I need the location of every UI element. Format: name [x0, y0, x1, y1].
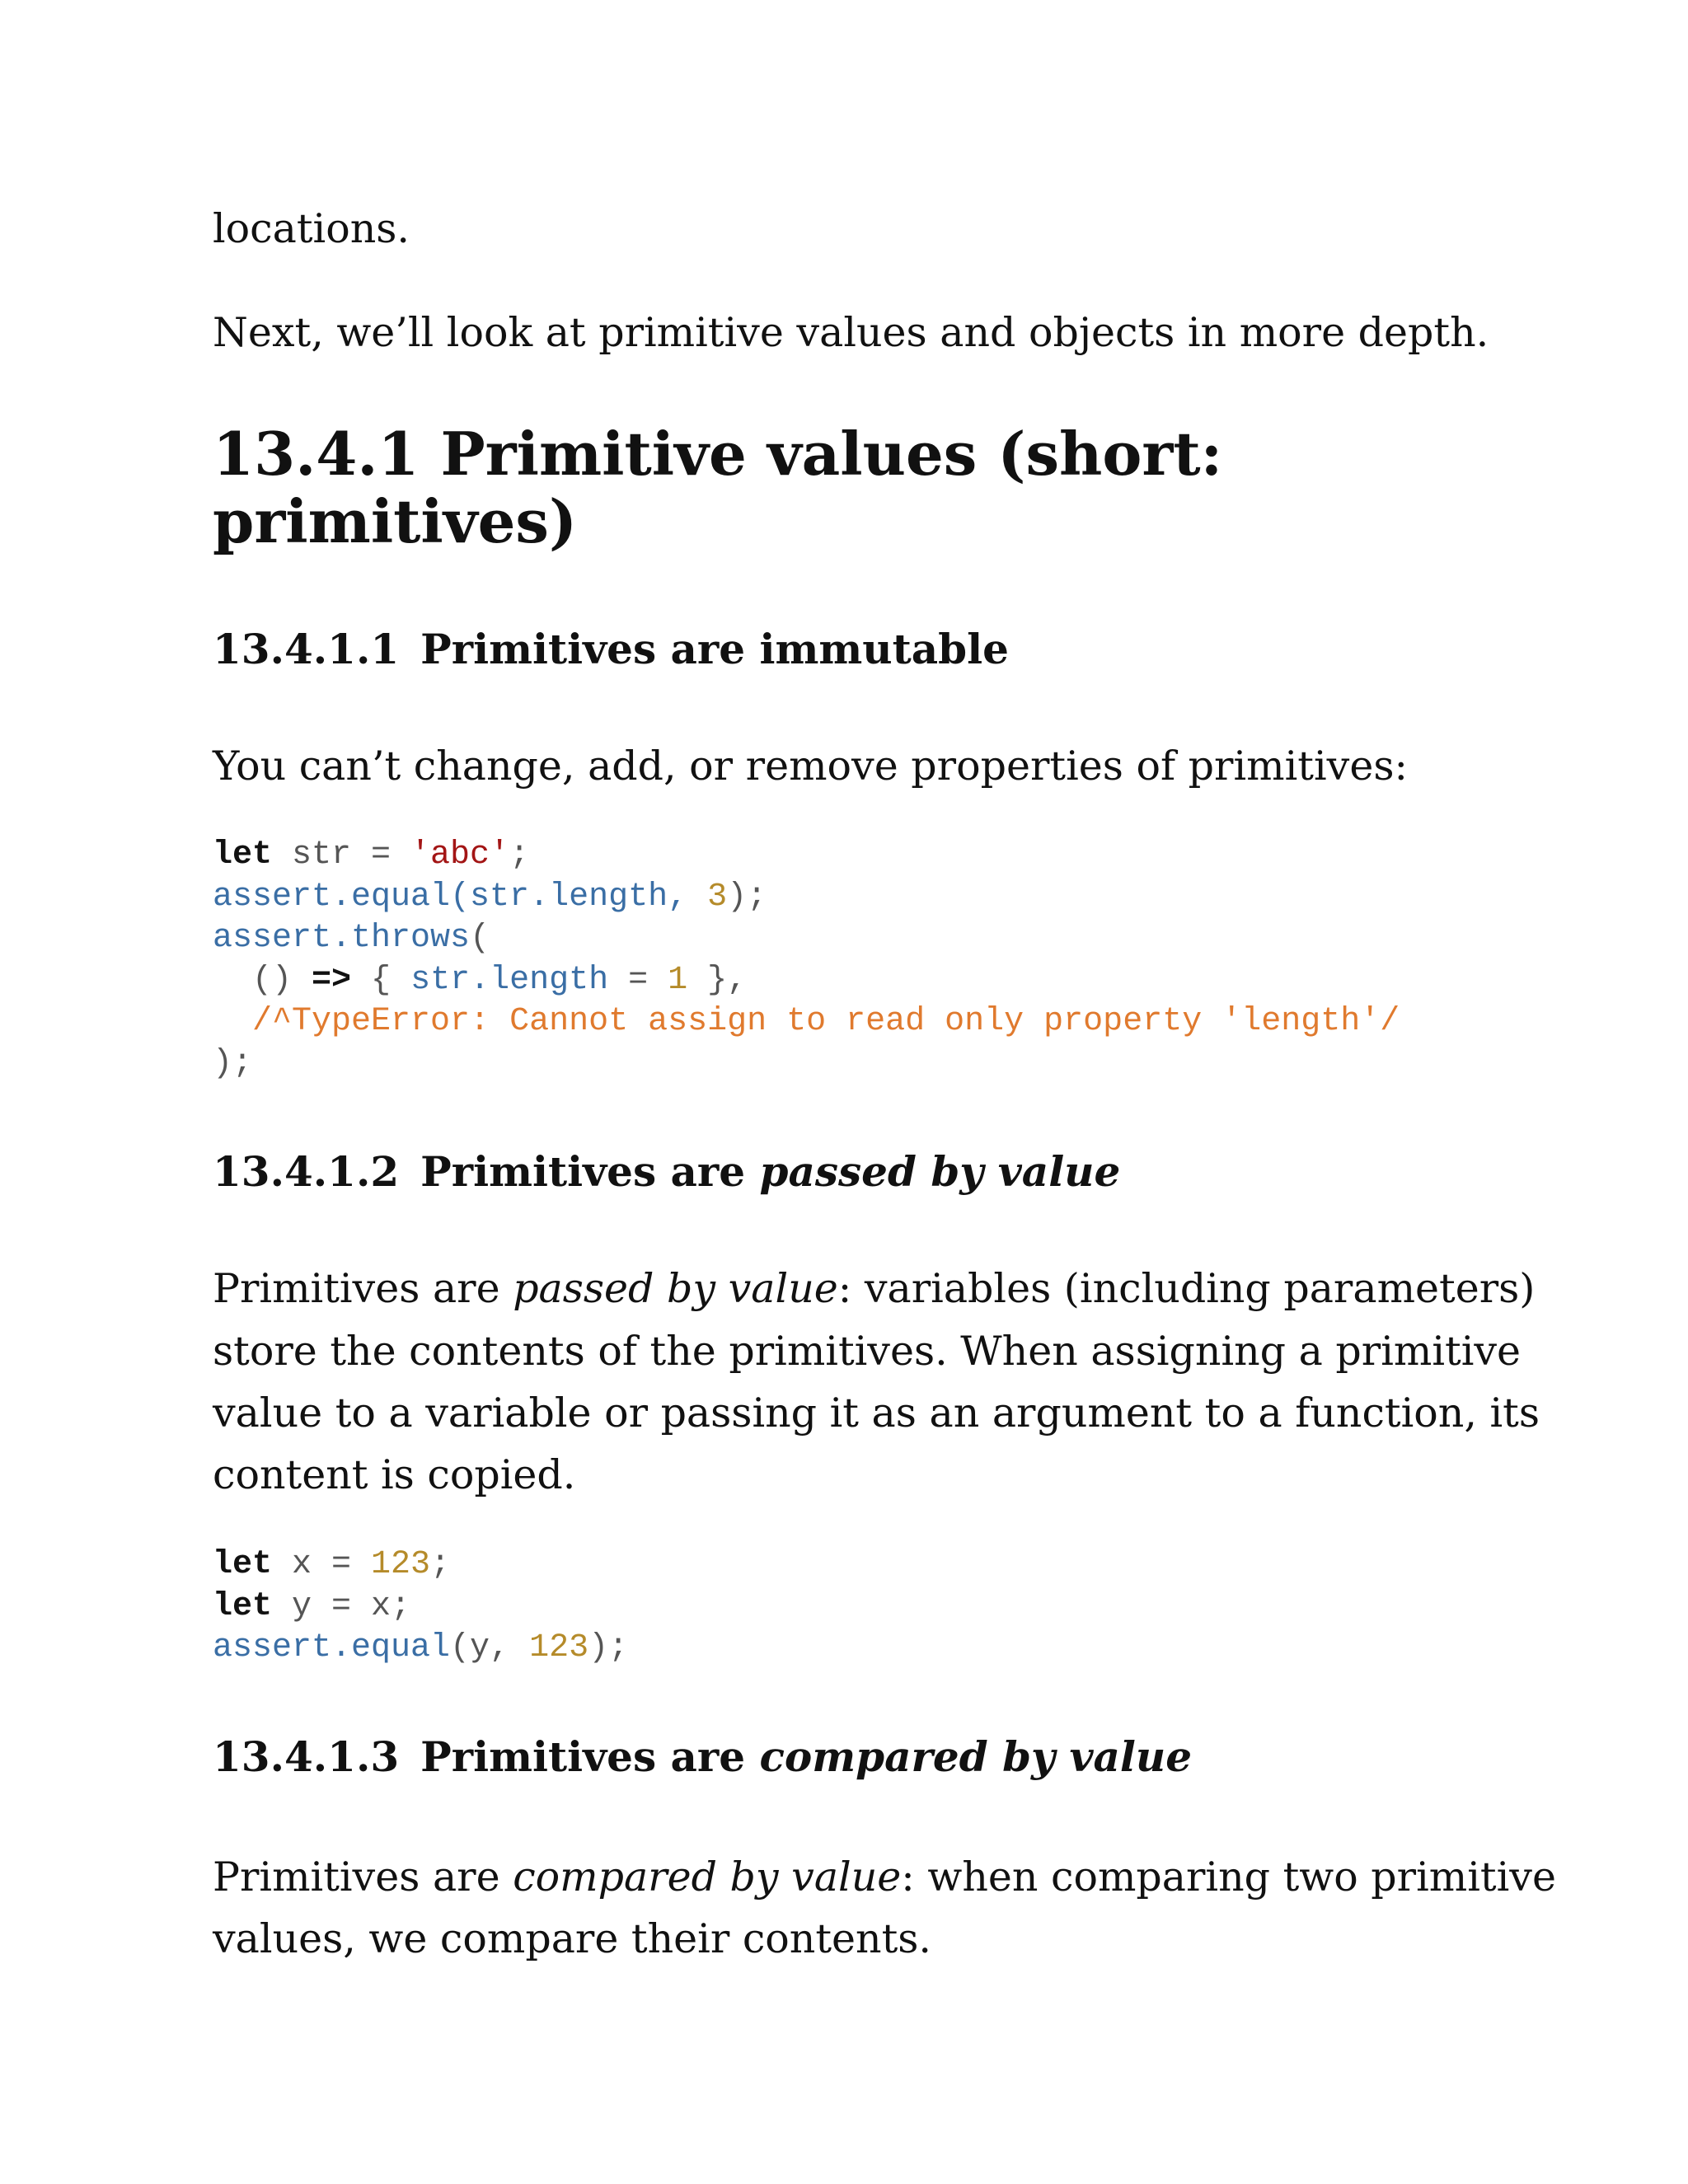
code-text: { [351, 961, 411, 999]
code-function: assert.throws [213, 920, 471, 957]
code-text: y = x; [272, 1587, 411, 1625]
code-line [213, 1588, 410, 1625]
code-function: assert.equal [213, 1629, 451, 1666]
paragraph-text: : when comparing two primitive [901, 1854, 1556, 1900]
code-line [213, 837, 529, 874]
code-line [213, 1629, 628, 1666]
section-heading-continued [213, 488, 577, 555]
paragraph-text: Primitives are [213, 1854, 513, 1900]
code-text: str = [272, 837, 411, 874]
code-number: 3 [707, 878, 728, 916]
section-title: Primitive values (short: [440, 419, 1223, 489]
code-keyword: let [213, 1587, 273, 1625]
paragraph-line [213, 1258, 1535, 1320]
code-text [213, 1003, 252, 1040]
intro-text-line: locations. [213, 205, 410, 252]
section-heading [213, 420, 1222, 488]
paragraph-line [213, 1846, 1556, 1909]
subsection-number: 13.4.1.1 [213, 625, 400, 673]
paragraph-line: value to a variable or passing it as an argument to a function, its [213, 1390, 1540, 1436]
paragraph-emphasis: passed by value [513, 1265, 838, 1312]
paragraph-text: : variables (including parameters) [837, 1265, 1536, 1312]
code-text: }, [687, 961, 748, 999]
code-text: ); [727, 878, 767, 916]
subsection-title-emphasis: compared by value [759, 1732, 1193, 1781]
code-string: 'abc' [410, 837, 510, 874]
code-block [213, 835, 1400, 1085]
code-text: x = [272, 1546, 372, 1583]
section-number: 13.4.1 [213, 419, 420, 489]
code-text [687, 879, 707, 916]
code-line [213, 1003, 1400, 1040]
code-text: (y, [450, 1629, 530, 1666]
code-number: 1 [668, 961, 688, 999]
code-text: ); [213, 1044, 253, 1082]
code-text: ( [470, 920, 490, 957]
code-text: = [608, 961, 668, 999]
code-line [213, 879, 767, 916]
paragraph-line: values, we compare their contents. [213, 1915, 931, 1962]
code-text: () [213, 961, 312, 999]
code-line [213, 920, 490, 957]
paragraph-line: content is copied. [213, 1451, 576, 1498]
code-number: 123 [371, 1546, 431, 1583]
code-keyword: let [213, 1546, 273, 1583]
code-text: ; [430, 1546, 451, 1583]
code-arrow: => [312, 961, 352, 999]
subsection-heading-immutable [213, 625, 1009, 674]
subsection-heading-passed-by-value [213, 1147, 1120, 1197]
code-number: 123 [529, 1629, 589, 1666]
subsection-title-emphasis: passed by value [759, 1147, 1121, 1196]
subsection-number: 13.4.1.3 [213, 1732, 400, 1781]
paragraph-line: store the contents of the primitives. When assigning a primitive [213, 1328, 1522, 1375]
paragraph-emphasis: compared by value [513, 1854, 902, 1900]
code-function: assert.equal(str.length, [213, 878, 688, 916]
code-line [213, 1546, 450, 1583]
code-text: ; [509, 837, 530, 874]
subsection-title: Primitives are [420, 1147, 760, 1196]
paragraph-text: Primitives are [213, 1265, 513, 1312]
subsection-heading-compared-by-value [213, 1732, 1192, 1782]
code-regex: /^TypeError: Cannot assign to read only property 'length'/ [252, 1003, 1400, 1040]
intro-text-line: Next, we’ll look at primitive values and objects in more depth. [213, 309, 1489, 356]
subsection-number: 13.4.1.2 [213, 1147, 400, 1196]
subsection-title: Primitives are [420, 1732, 760, 1781]
code-block [213, 1544, 628, 1670]
subsection-title: Primitives are immutable [420, 625, 1009, 673]
paragraph: You can’t change, add, or remove properties of primitives: [213, 743, 1408, 790]
section-title-continued: primitives) [213, 486, 578, 556]
code-keyword: let [213, 837, 273, 874]
code-text: ); [588, 1629, 629, 1666]
code-line [213, 962, 747, 999]
code-function: str.length [410, 961, 609, 999]
code-line [213, 1045, 252, 1082]
